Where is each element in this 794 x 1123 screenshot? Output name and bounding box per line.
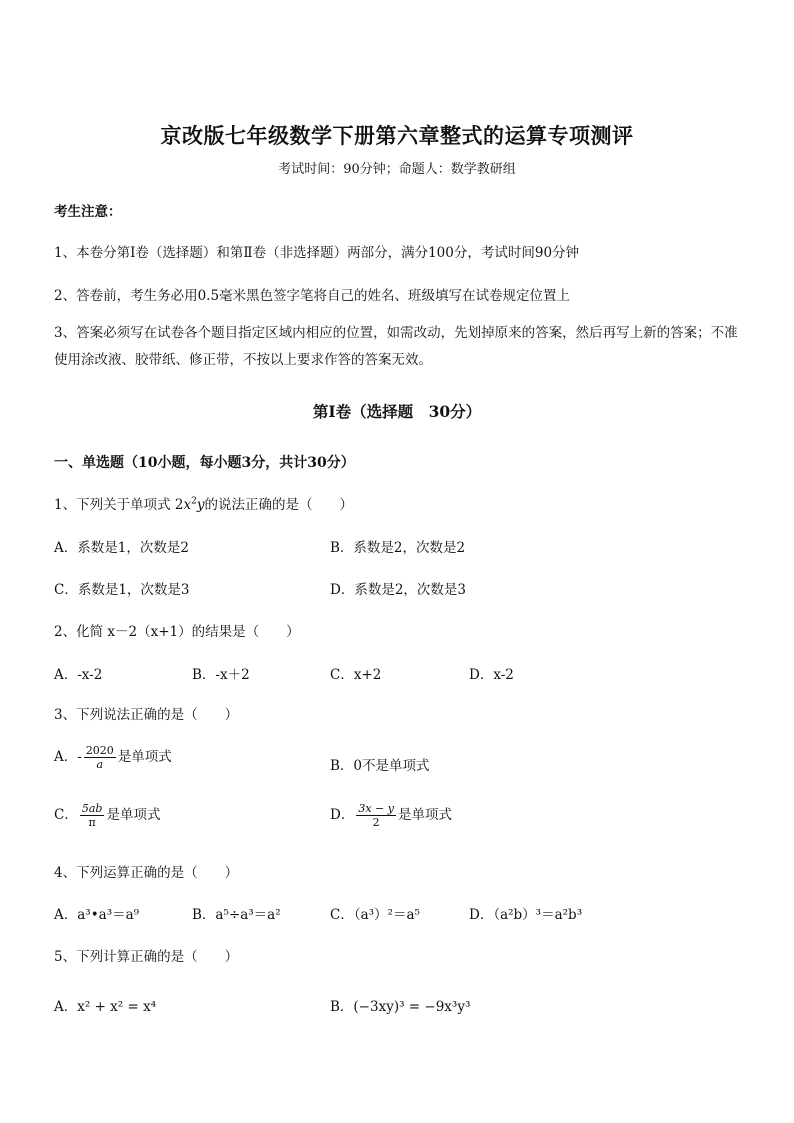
q3-d-denominator: 2 — [372, 816, 380, 829]
exam-info: 考试时间：90分钟；命题人：数学教研组 — [278, 162, 516, 177]
q2-option-b[interactable]: B．-x＋2 — [192, 667, 250, 683]
q1-stem-post: 的说法正确的是（ ） — [204, 497, 353, 513]
q5-option-b[interactable]: B．(−3xy)³ = −9x³y³ — [330, 999, 471, 1015]
q3-c-denominator: π — [88, 816, 96, 829]
question-1-stem — [54, 493, 353, 513]
q4-option-d[interactable]: D．（a²b）³＝a²b³ — [469, 907, 583, 923]
q4-option-a[interactable]: A．a³•a³＝a⁹ — [54, 907, 140, 923]
q3-a-numerator: 2020 — [85, 744, 114, 757]
q1-option-a[interactable]: A．系数是1，次数是2 — [54, 540, 189, 556]
q1-option-d[interactable]: D．系数是2，次数是3 — [330, 582, 467, 598]
notice-item-3: 3、答案必须写在试卷各个题目指定区域内相应的位置，如需改动，先划掉原来的答案，然后再写上新的答案；不准使用涂改液、胶带纸、修正带，不按以上要求作答的答案无效。 — [54, 325, 738, 368]
page-title: 京改版七年级数学下册第六章整式的运算专项测评 — [160, 123, 634, 148]
q1-stem-pre: 1、下列关于单项式 2 — [54, 497, 184, 513]
q2-option-d[interactable]: D．x-2 — [469, 667, 514, 683]
question-2-stem: 2、化简 x－2（x+1）的结果是（ ） — [54, 624, 300, 640]
q3-a-denominator: a — [96, 758, 104, 771]
notice-item-2: 2、答卷前，考生务必用0.5毫米黑色签字笔将自己的姓名、班级填写在试卷规定位置上 — [54, 288, 571, 304]
q5-option-a[interactable]: A．x² + x² = x⁴ — [54, 999, 157, 1015]
q3-d-fraction — [356, 802, 396, 829]
q1-option-b[interactable]: B．系数是2，次数是2 — [330, 540, 466, 556]
q3-option-c[interactable] — [54, 802, 160, 829]
q3-c-text: 是单项式 — [106, 807, 161, 823]
q4-option-b[interactable]: B．a⁵÷a³＝a² — [192, 907, 281, 923]
q3-option-b[interactable]: B．0不是单项式 — [330, 758, 430, 774]
q3-c-numerator: 5ab — [81, 802, 103, 815]
part-title: 一、单选题（10小题，每小题3分，共计30分） — [54, 455, 355, 471]
q1-option-c[interactable]: C．系数是1，次数是3 — [54, 582, 190, 598]
q3-a-label: A．- — [54, 749, 82, 765]
question-4-stem: 4、下列运算正确的是（ ） — [54, 865, 239, 881]
q3-option-d[interactable] — [330, 802, 452, 829]
notice-heading: 考生注意： — [54, 204, 122, 220]
q2-option-c[interactable]: C．x+2 — [330, 667, 382, 683]
q3-d-numerator: 3x − y — [358, 802, 394, 815]
question-5-stem: 5、下列计算正确的是（ ） — [54, 949, 239, 965]
notice-item-1: 1、本卷分第Ⅰ卷（选择题）和第Ⅱ卷（非选择题）两部分，满分100分，考试时间90分钟 — [54, 245, 580, 261]
q3-a-text: 是单项式 — [117, 749, 172, 765]
q1-exponent: 2 — [191, 496, 197, 507]
q2-option-a[interactable]: A．-x-2 — [54, 667, 103, 683]
q4-option-c[interactable]: C．（a³）²＝a⁵ — [330, 907, 420, 923]
section-title: 第Ⅰ卷（选择题 30分） — [312, 402, 482, 421]
q3-c-fraction — [80, 802, 105, 829]
q3-d-label: D． — [330, 807, 355, 823]
q3-a-fraction — [84, 744, 116, 771]
q3-option-a[interactable] — [54, 744, 172, 771]
q1-var-y: y — [196, 497, 205, 513]
q3-c-label: C． — [54, 807, 78, 823]
q3-d-text: 是单项式 — [397, 807, 452, 823]
question-3-stem: 3、下列说法正确的是（ ） — [54, 707, 239, 723]
q1-var-x: x — [183, 497, 192, 513]
